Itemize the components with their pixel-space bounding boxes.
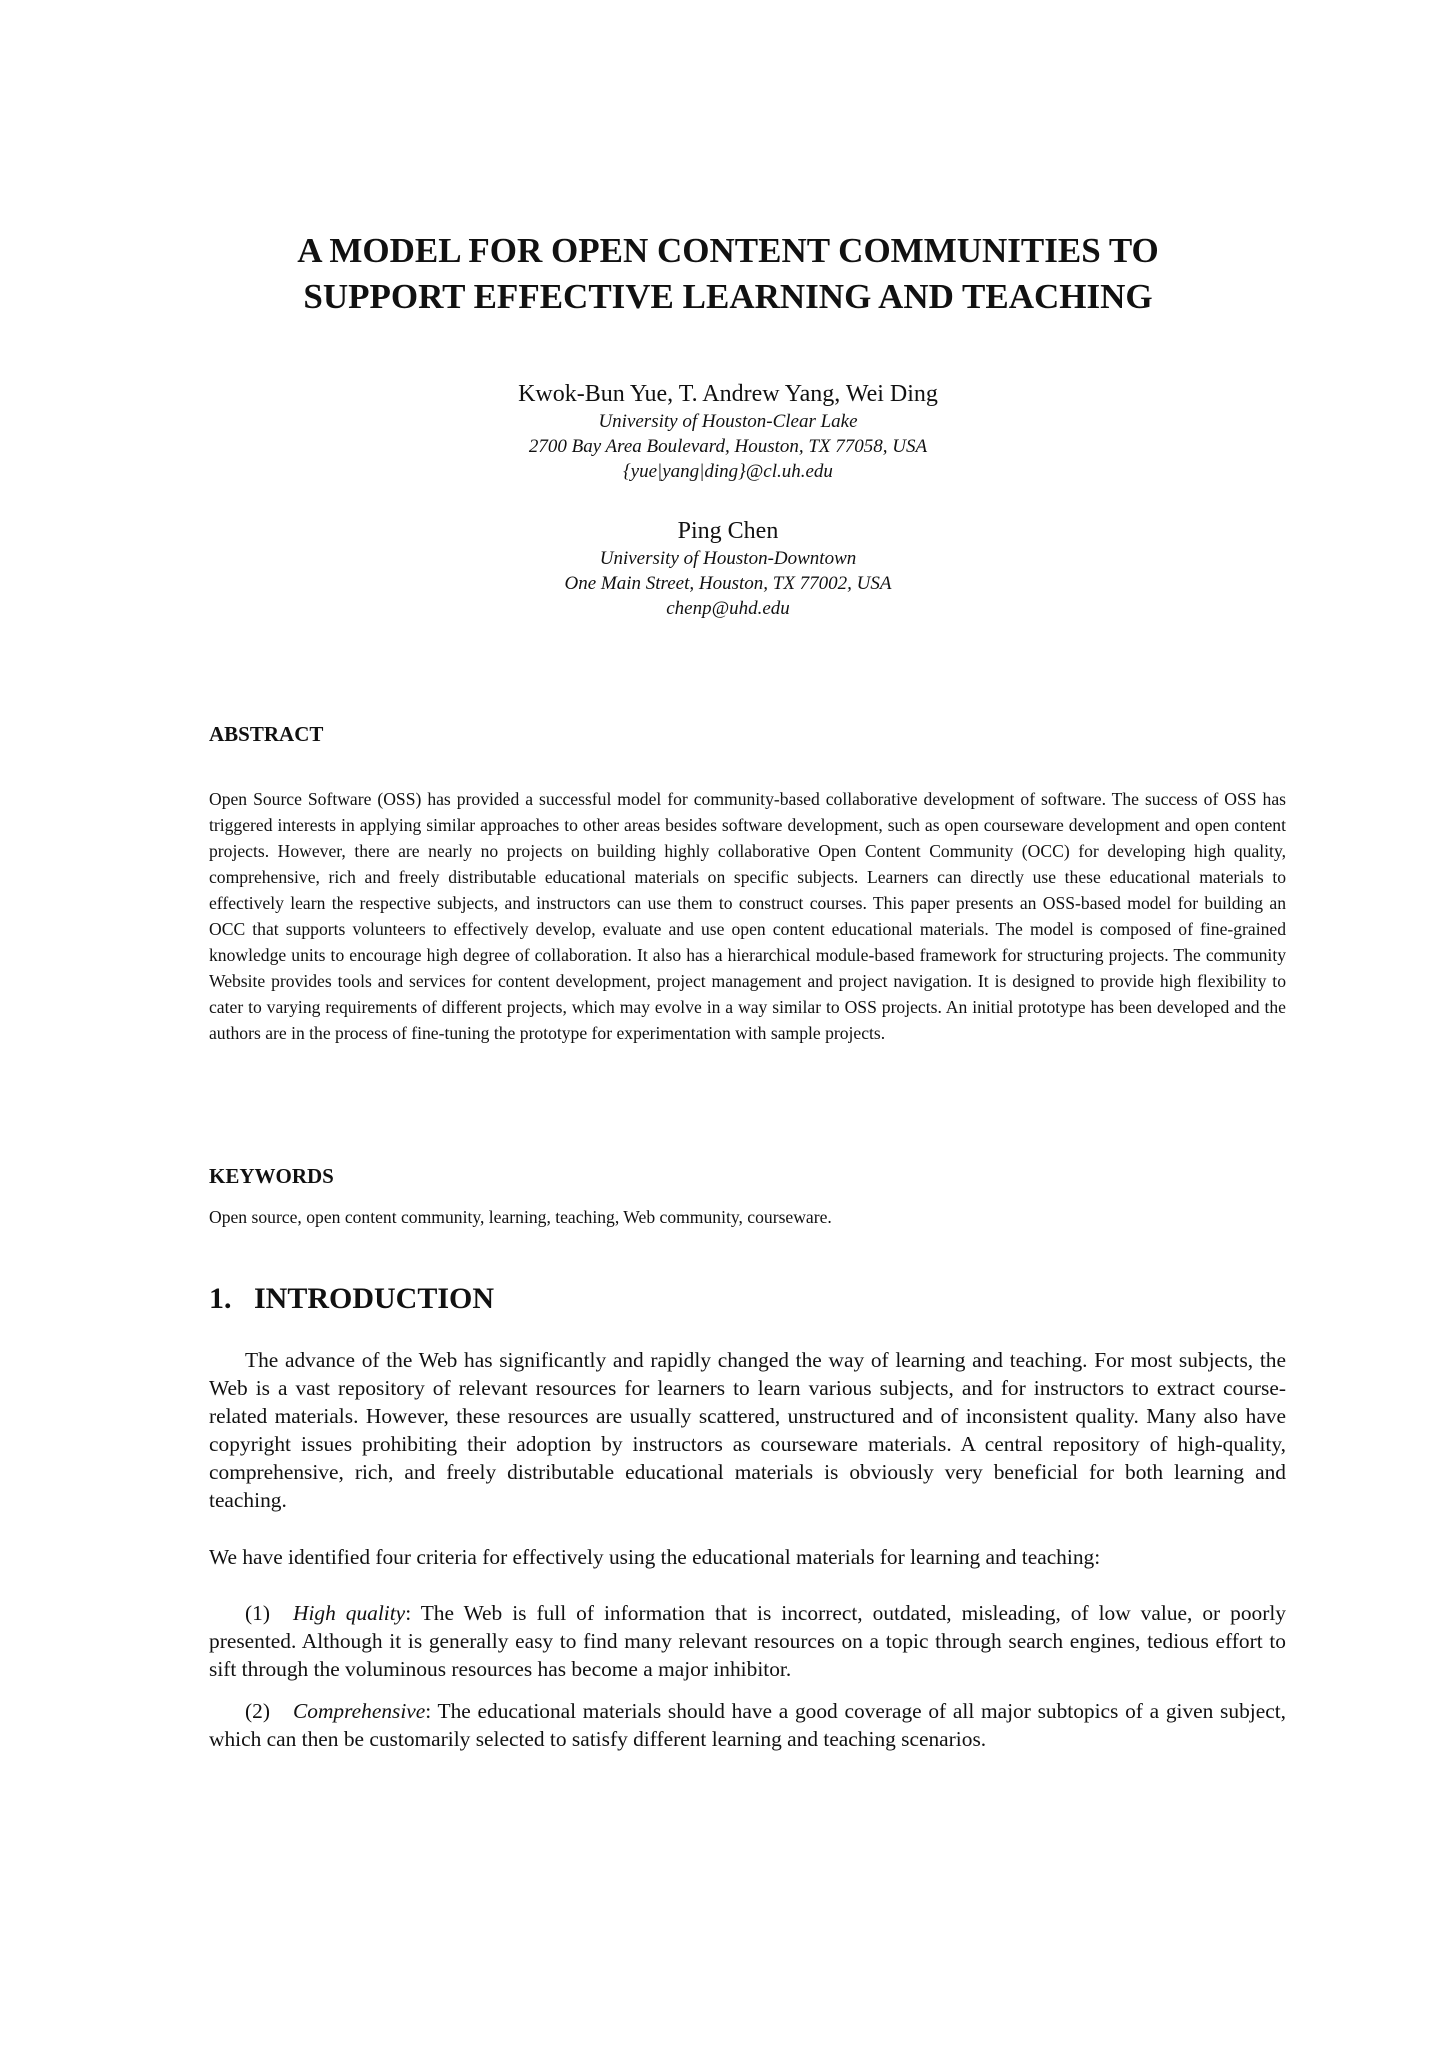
criterion-number: (2) [245,1699,270,1723]
author-names: Kwok-Bun Yue, T. Andrew Yang, Wei Ding [518,381,938,407]
criterion-term: Comprehensive [293,1699,426,1723]
criterion-1 [209,1599,1286,1683]
paper-title [0,228,1456,320]
criterion-2 [209,1697,1286,1753]
keywords-section [209,1204,1286,1230]
section-heading-wrap [209,1282,1286,1316]
criterion-text: : The educational materials should have a good coverage of all major subtopics of a given subject, which can then be customarily selected to satisfy different learning and teaching scenarios. [209,1699,1286,1751]
title-line-2: SUPPORT EFFECTIVE LEARNING AND TEACHING [303,277,1153,316]
abstract-heading-wrap [209,722,1286,747]
intro-paragraph-2-wrap [209,1543,1286,1571]
author-affiliation: University of Houston-Clear Lake [598,411,858,432]
criterion-paragraph [209,1599,1286,1683]
criterion-paragraph [209,1697,1286,1753]
author-email: chenp@uhd.edu [666,598,790,619]
author-names: Ping Chen [677,518,779,544]
abstract-heading: ABSTRACT [209,722,324,746]
author-block-2 [0,516,1456,621]
intro-paragraph-1-wrap [209,1346,1286,1514]
keywords-text: Open source, open content community, learning, teaching, Web community, courseware. [209,1207,832,1227]
intro-paragraph-2: We have identified four criteria for effectively using the educational materials for learning and teaching: [209,1545,1101,1569]
keywords-heading: KEYWORDS [209,1164,334,1188]
criterion-text: : The Web is full of information that is incorrect, outdated, misleading, of low value, or poorly presented. Although it is generally easy to find many relevant resources on a topic through search engines, tedious effort to sift through the voluminous resources has become a major inhibitor. [209,1601,1286,1681]
abstract-text: Open Source Software (OSS) has provided a successful model for community-based collaborative development of software. The success of OSS has triggered interests in applying similar approaches to other areas besides software development, such as open courseware development and open content projects. However, there are nearly no projects on building highly collaborative Open Content Community (OCC) for developing high quality, comprehensive, rich and freely distributable educational materials on specific subjects. Learners can directly use these educational materials to effectively learn the respective subjects, and instructors can use them to construct courses. This paper presents an OSS-based model for building an OCC that supports volunteers to effectively develop, evaluate and use open content educational materials. The model is composed of fine-grained knowledge units to encourage high degree of collaboration. It also has a hierarchical module-based framework for structuring projects. The community Website provides tools and services for content development, project management and project navigation. It is designed to provide high flexibility to cater to varying requirements of different projects, which may evolve in a way similar to OSS projects. An initial prototype has been developed and the authors are in the process of fine-tuning the prototype for experimentation with sample projects. [209,789,1286,1043]
author-block-1 [0,379,1456,484]
author-address: One Main Street, Houston, TX 77002, USA [564,573,892,594]
section-heading-introduction: 1. INTRODUCTION [209,1282,495,1315]
title-line-1: A MODEL FOR OPEN CONTENT COMMUNITIES TO [297,231,1159,270]
keywords-heading-wrap [209,1164,1286,1189]
criterion-term: High quality [293,1601,406,1625]
criterion-number: (1) [245,1601,270,1625]
abstract-section [209,786,1286,1046]
author-address: 2700 Bay Area Boulevard, Houston, TX 77058, USA [528,436,928,457]
intro-paragraph-1: The advance of the Web has significantly and rapidly changed the way of learning and teaching. For most subjects, the Web is a vast repository of relevant resources for learners to learn various subjects, and for instructors to extract course-related materials. However, these resources are usually scattered, unstructured and of inconsistent quality. Many also have copyright issues prohibiting their adoption by instructors as courseware materials. A central repository of high-quality, comprehensive, rich, and freely distributable educational materials is obviously very beneficial for both learning and teaching. [209,1348,1286,1512]
author-affiliation: University of Houston-Downtown [599,548,857,569]
author-email: {yue|yang|ding}@cl.uh.edu [623,461,833,482]
